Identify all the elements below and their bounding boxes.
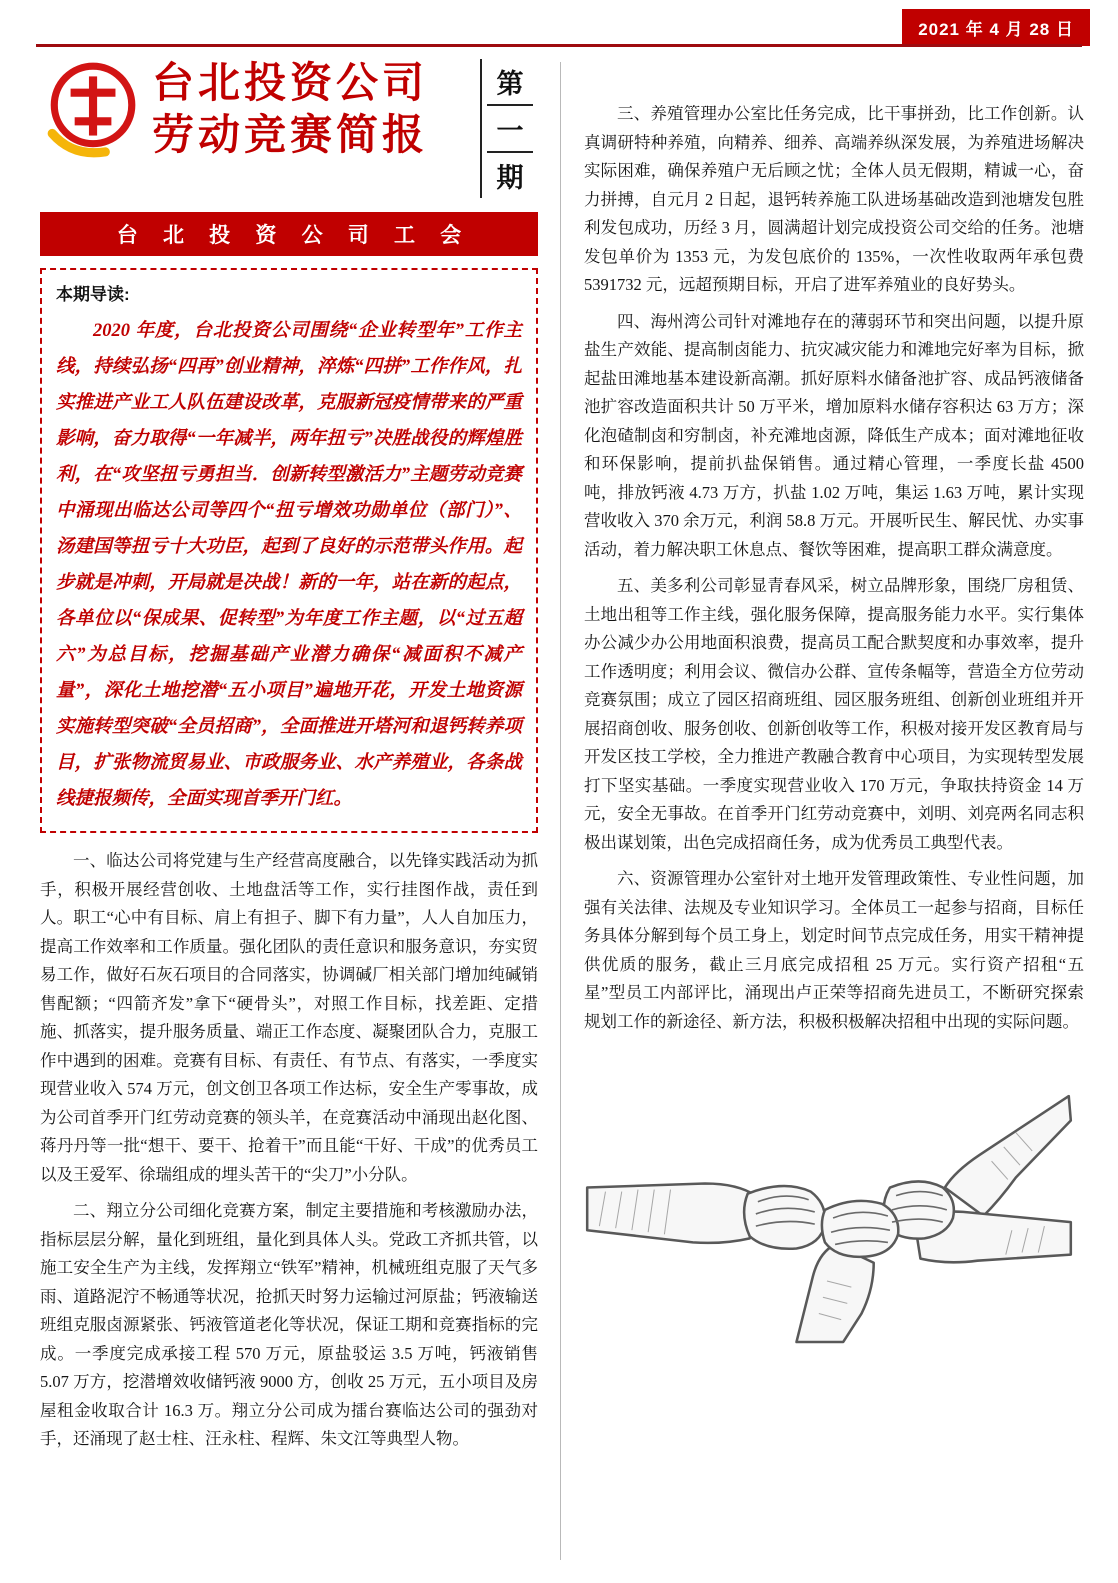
column-divider [560,62,561,1560]
article-paragraph-2: 二、翔立分公司细化竞赛方案，制定主要措施和考核激励办法，指标层层分解，量化到班组，量化到具体人头。党政工齐抓共管，以施工安全生产为主线，发挥翔立“铁军”精神，机械班组克服了天气多雨、道路泥泞不畅通等状况，抢抓天时努力运输过河原盐；钙液输送班组克服卤源紧张、钙液管道老化等状况，保证工期和竞赛指标的完成。一季度完成承接工程 570 万元，原盐驳运 3.5 万吨，钙液销售 5.07 万方，挖潜增效收储钙液 9000 方，创收 25 万元，五小项目及房屋租金收取合计 16.3 万。翔立分公司成为擂台赛临达公司的强劲对手，还涌现了赵士柱、汪永柱、程辉、朱文江等典型人物。 [40,1201,538,1448]
hands-unity-illustration [584,1090,1074,1344]
issue-char-2: 一 [496,116,524,146]
newsletter-title-line2: 劳动竞赛简报 [152,111,429,158]
date-badge: 2021 年 4 月 28 日 [902,9,1090,46]
header-rule [36,44,1082,47]
masthead [40,56,538,198]
article-paragraph-1: 一、临达公司将党建与生产经营高度融合，以先锋实践活动为抓手，积极开展经营创收、土地盘活等工作，实行挂图作战，责任到人。职工“心中有目标、肩上有担子、脚下有力量”，人人自加压力，提高工作效率和工作质量。强化团队的责任意识和服务意识，夯实贸易工作，做好石灰石项目的合同落实，协调碱厂相关部门增加纯碱销售配额；“四箭齐发”拿下“硬骨头”，对照工作目标，找差距、定措施、抓落实，提升服务质量、端正工作态度、凝聚团队合力，克服工作中遇到的困难。竞赛有目标、有责任、有节点、有落实，一季度实现营业收入 574 万元，创文创卫各项工作达标，安全生产零事故，成为公司首季开门红劳动竞赛的领头羊，在竞赛活动中涌现出赵化图、蒋丹丹等一批“想干、要干、抢着干”而且能“干好、干成”的优秀员工以及王爱军、徐瑞组成的埋头苦干的“尖刀”小分队。 [40,851,538,1184]
newsletter-title [152,56,470,161]
newsletter-title-line1: 台北投资公司 [152,59,429,106]
intro-label: 本期导读: [56,285,130,304]
article-paragraph-3: 三、养殖管理办公室比任务完成，比干事拼劲，比工作创新。认真调研特种养殖，向精养、细养、高端养纵深发展，为养殖进场解决实际困难，确保养殖户无后顾之忧；全体人员无假期，精诚一心，奋力拼搏，自元月 2 日起，退钙转养施工队进场基础改造到池塘发包胜利发包成功，历经 3 月，圆满超计划完成投资公司交给的任务。池塘发包单价为 1353 元，为发包底价的 135%，一次性收取两年承包费 5391732 元，远超预期目标，开启了进军养殖业的良好势头。 [584,104,1084,294]
issue-number-box [480,59,538,198]
article-paragraph-4: 四、海州湾公司针对滩地存在的薄弱环节和突出问题，以提升原盐生产效能、提高制卤能力、抗灾减灾能力和滩地完好率为目标，掀起盐田滩地基本建设新高潮。抓好原料水储备池扩容、成品钙液储备池扩容改造面积共计 50 万平米，增加原料水储存容积达 63 万方；深化泡碴制卤和穷制卤，补充滩地卤源，降低生产成本；面对滩地征收和环保影响，提前扒盐保销售。通过精心管理，一季度长盐 4500 吨，排放钙液 4.73 万方，扒盐 1.02 万吨，集运 1.63 万吨，累计实现营收收入 370 余万元，利润 58.8 万元。开展听民生、解民忧、办实事活动，着力解决职工休息点、餐饮等困难，提高职工群众满意度。 [584,311,1084,559]
trade-union-logo-icon [40,56,142,160]
right-column [584,92,1084,1344]
issue-char-3: 期 [496,163,524,193]
issue-char-1: 第 [496,69,524,99]
article-paragraph-5: 五、美多利公司彰显青春风采，树立品牌形象，围绕厂房租赁、土地出租等工作主线，强化服务保障，提高服务能力水平。实行集体办公减少办公用地面积浪费，提高员工配合默契度和办事效率，提升工作透明度；利用会议、微信办公群、宣传条幅等，营造全方位劳动竞赛氛围；成立了园区招商班组、园区服务班组、创新创业班组并开展招商创收、服务创收、创新创收等工作，积极对接开发区教育局与开发区技工学校，全力推进产教融合教育中心项目，为实现转型发展打下坚实基础。一季度实现营业收入 170 万元，争取扶持资金 14 万元，安全无事故。在首季开门红劳动竞赛中，刘明、刘亮两名同志积极出谋划策，出色完成招商任务，成为优秀员工典型代表。 [584,576,1084,852]
intro-box [40,268,538,833]
article-paragraph-6: 六、资源管理办公室针对土地开发管理政策性、专业性问题，加强有关法律、法规及专业知识学习。全体员工一起参与招商，目标任务具体分解到每个员工身上，划定时间节点完成任务，用实干精神提供优质的服务，截止三月底完成招租 25 万元。实行资产招租“五星”型员工内部评比，涌现出卢正荣等招商先进员工，不断研究探索规划工作的新途径、新方法，积极积极解决招租中出现的实际问题。 [584,869,1084,1031]
union-banner: 台北投资公司工会 [40,212,538,256]
left-column [40,56,538,1454]
intro-text: 2020 年度，台北投资公司围绕“企业转型年”工作主线，持续弘扬“四再”创业精神，淬炼“四拼”工作作风，扎实推进产业工人队伍建设改革，克服新冠疫情带来的严重影响，奋力取得“一年减半，两年扭亏”决胜战役的辉煌胜利，在“攻坚扭亏勇担当．创新转型激活力”主题劳动竞赛中涌现出临达公司等四个“扭亏增效功勋单位（部门）”、汤建国等扭亏十大功臣，起到了良好的示范带头作用。起步就是冲刺，开局就是决战！新的一年，站在新的起点，各单位以“保成果、促转型”为年度工作主题，以“过五超六”为总目标，挖掘基础产业潜力确保“减面积不减产量”，深化土地挖潜“五小项目”遍地开花，开发土地资源实施转型突破“全员招商”，全面推进开塔河和退钙转养项目，扩张物流贸易业、市政服务业、水产养殖业，各条战线捷报频传，全面实现首季开门红。 [56,321,522,809]
